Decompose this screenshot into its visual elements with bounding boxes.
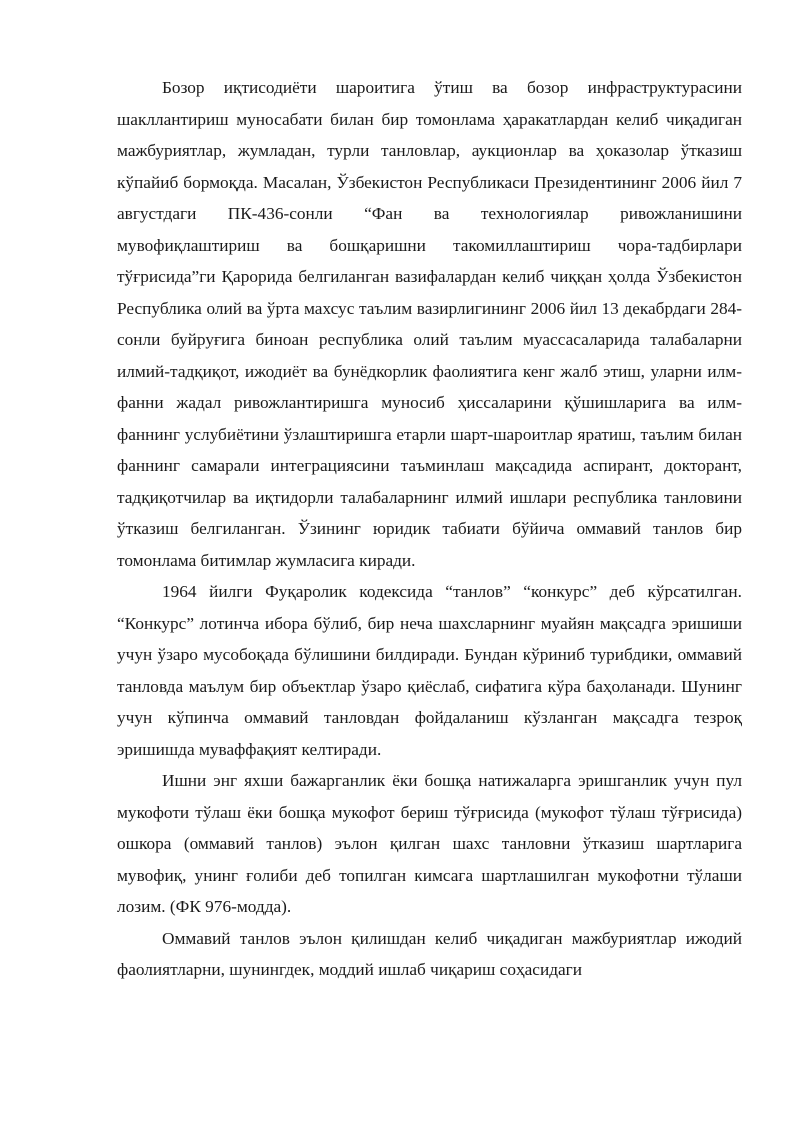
paragraph-obligations: Оммавий танлов эълон қилишдан келиб чиқадиган мажбуриятлар ижодий фаолиятларни, шунингдек, моддий ишлаб чиқариш соҳасидаги xyxy=(117,928,742,979)
document-body xyxy=(117,72,742,986)
paragraph-public-competition-intro: Бозор иқтисодиёти шароитига ўтиш ва бозор инфраструктурасини шакллантириш муносабати билан бир томонлама ҳаракатлардан келиб чиқадиган мажбуриятлар, жумладан, турли танловлар, аукционлар ва ҳоказолар ўтказиш кўпайиб бормоқда. Масалан, Ўзбекистон Республикаси Президентининг 2006 йил 7 августдаги ПК-436-сонли “Фан ва технологиялар ривожланишини мувофиқлаштириш ва бошқаришни такомиллаштириш чора-тадбирлари тўғрисида”ги Қарорида белгиланган вазифалардан келиб чиққан ҳолда Ўзбекистон Республика олий ва ўрта махсус таълим вазирлигининг 2006 йил 13 декабрдаги 284-сонли буйруғига биноан республика олий таълим муассасаларида талабаларни илмий-тадқиқот, ижодиёт ва бунёдкорлик фаолиятига кенг жалб этиш, уларни илм-фанни жадал ривожлантиришга муносиб ҳиссаларини қўшишларига ва илм-фаннинг услубиётини ўзлаштиришга етарли шарт-шароитлар яратиш, таълим билан фаннинг самарали интеграциясини таъминлаш мақсадида аспирант, докторант, тадқиқотчилар ва иқтидорли талабаларнинг илмий ишлари республика танловини ўтказиш белгиланган. Ўзининг юридик табиати бўйича оммавий танлов бир томонлама битимлар жумласига киради. xyxy=(117,78,742,570)
paragraph-prize-payment: Ишни энг яхши бажарганлик ёки бошқа натижаларга эришганлик учун пул мукофоти тўлаш ёки бошқа мукофот бериш тўғрисида (мукофот тўлаш тўғрисида) ошкора (оммавий танлов) эълон қилган шахс танловни ўтказиш шартларига мувофиқ, унинг ғолиби деб топилган кимсага шартлашилган мукофотни тўлаши лозим. (ФК 976-модда). xyxy=(117,771,742,916)
paragraph-civil-code-1964: 1964 йилги Фуқаролик кодексида “танлов” “конкурс” деб кўрсатилган. “Конкурс” лотинча ибора бўлиб, бир неча шахсларнинг муайян мақсадга эришиши учун ўзаро мусобоқада бўлишини билдиради. Бундан кўриниб турибдики, оммавий танловда маълум бир объектлар ўзаро қиёслаб, сифатига кўра баҳоланади. Шунинг учун кўпинча оммавий танловдан фойдаланиш кўзланган мақсадга тезроқ эришишда муваффақият келтиради. xyxy=(117,582,742,759)
